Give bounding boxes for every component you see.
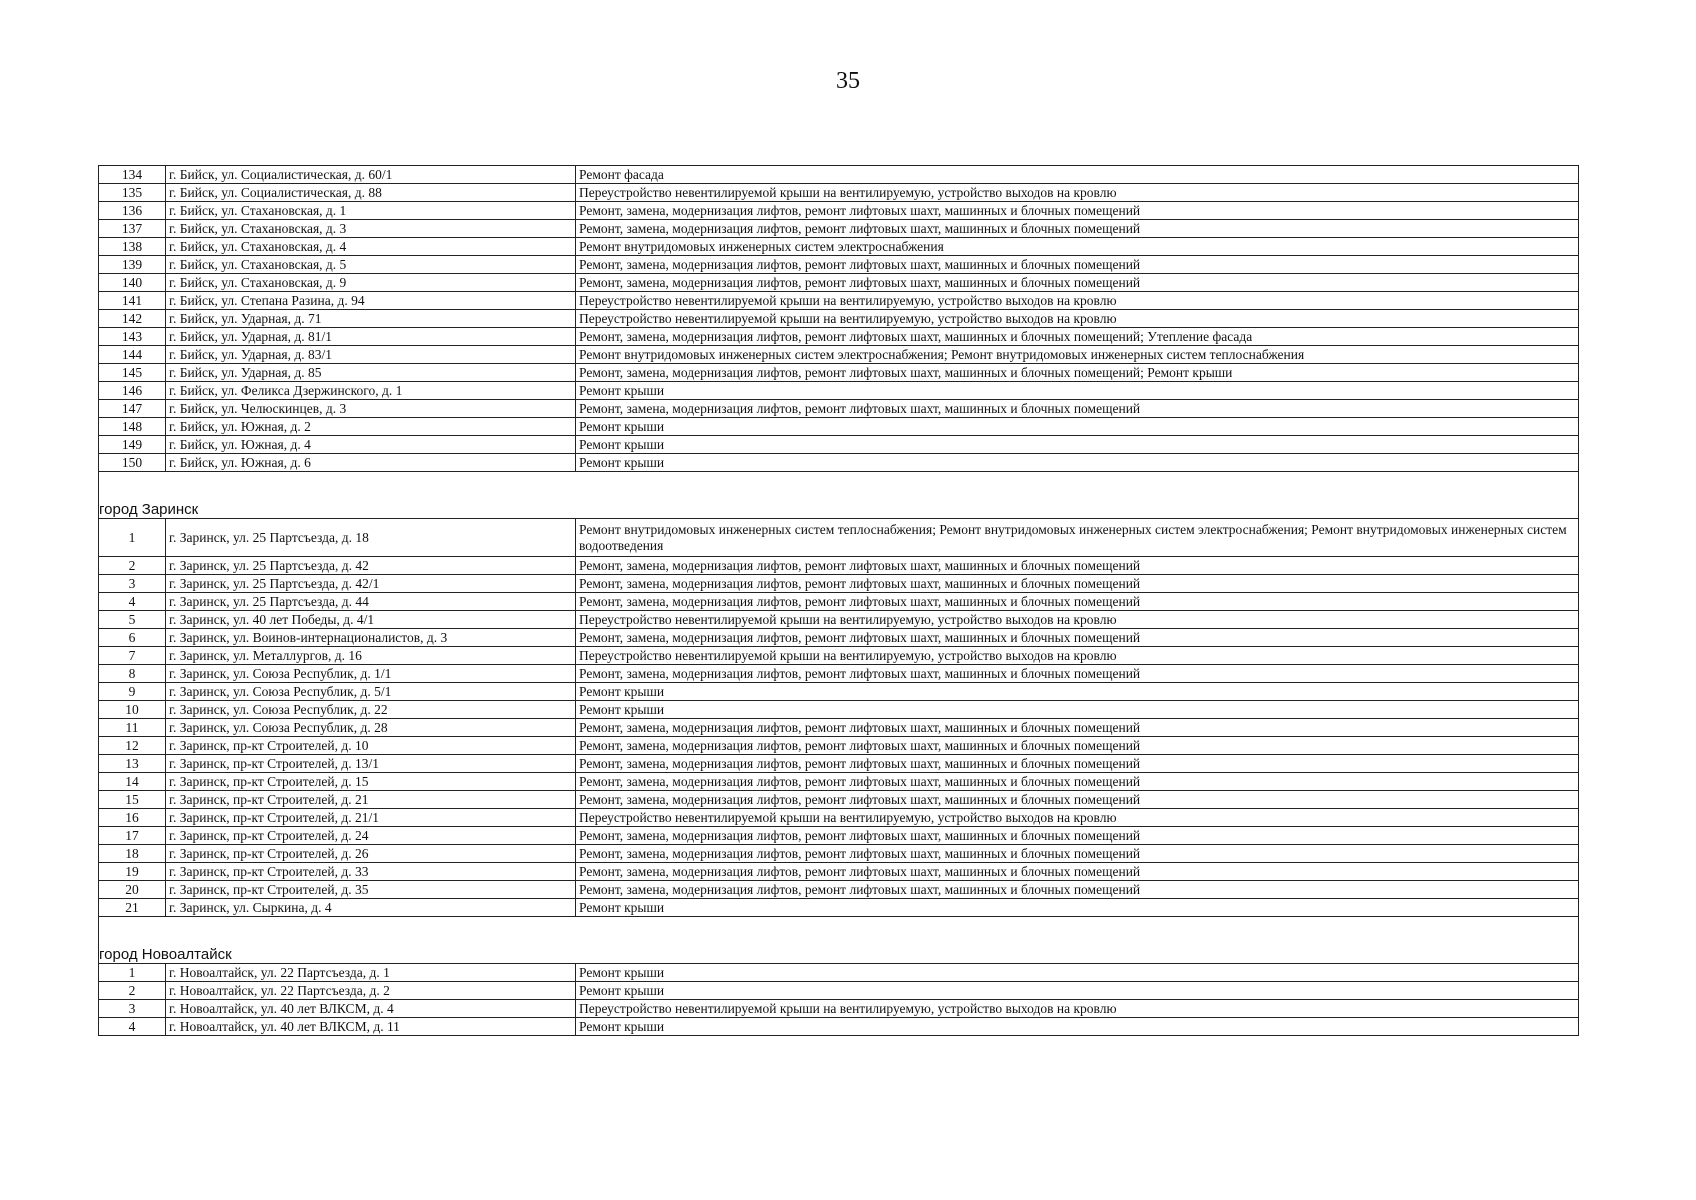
table-row — [99, 1000, 1579, 1018]
table-row — [99, 899, 1579, 917]
row-address: г. Заринск, пр-кт Строителей, д. 24 — [166, 827, 576, 845]
table-row — [99, 346, 1579, 364]
city-header-row — [99, 945, 1579, 964]
row-work-type: Ремонт крыши — [576, 701, 1579, 719]
table-row — [99, 220, 1579, 238]
row-address: г. Новоалтайск, ул. 40 лет ВЛКСМ, д. 11 — [166, 1018, 576, 1036]
row-address: г. Заринск, ул. 25 Партсъезда, д. 18 — [166, 519, 576, 557]
row-number: 11 — [99, 719, 166, 737]
row-work-type: Ремонт, замена, модернизация лифтов, ремонт лифтовых шахт, машинных и блочных помещений — [576, 845, 1579, 863]
table-row — [99, 436, 1579, 454]
row-number: 20 — [99, 881, 166, 899]
table-row — [99, 557, 1579, 575]
row-number: 15 — [99, 791, 166, 809]
repair-plan-table — [98, 165, 1579, 1036]
section-spacer-cell — [99, 917, 1579, 946]
row-work-type: Ремонт, замена, модернизация лифтов, ремонт лифтовых шахт, машинных и блочных помещений — [576, 881, 1579, 899]
section-spacer — [99, 472, 1579, 501]
table-row — [99, 238, 1579, 256]
row-address: г. Заринск, пр-кт Строителей, д. 26 — [166, 845, 576, 863]
row-work-type: Ремонт, замена, модернизация лифтов, ремонт лифтовых шахт, машинных и блочных помещений — [576, 755, 1579, 773]
row-work-type: Ремонт, замена, модернизация лифтов, ремонт лифтовых шахт, машинных и блочных помещений — [576, 400, 1579, 418]
table-row — [99, 310, 1579, 328]
row-address: г. Заринск, ул. 25 Партсъезда, д. 42 — [166, 557, 576, 575]
row-number: 18 — [99, 845, 166, 863]
row-work-type: Ремонт, замена, модернизация лифтов, ремонт лифтовых шахт, машинных и блочных помещений — [576, 256, 1579, 274]
section-spacer-cell — [99, 472, 1579, 501]
table-row — [99, 701, 1579, 719]
row-work-type: Ремонт, замена, модернизация лифтов, ремонт лифтовых шахт, машинных и блочных помещений — [576, 773, 1579, 791]
table-row — [99, 863, 1579, 881]
row-number: 137 — [99, 220, 166, 238]
table-row — [99, 202, 1579, 220]
row-address: г. Бийск, ул. Степана Разина, д. 94 — [166, 292, 576, 310]
row-address: г. Заринск, пр-кт Строителей, д. 35 — [166, 881, 576, 899]
table-row — [99, 791, 1579, 809]
row-address: г. Бийск, ул. Ударная, д. 85 — [166, 364, 576, 382]
row-address: г. Бийск, ул. Феликса Дзержинского, д. 1 — [166, 382, 576, 400]
table-row — [99, 611, 1579, 629]
row-number: 146 — [99, 382, 166, 400]
table-row — [99, 683, 1579, 701]
row-work-type: Переустройство невентилируемой крыши на вентилируемую, устройство выходов на кровлю — [576, 1000, 1579, 1018]
table-row — [99, 755, 1579, 773]
row-work-type: Ремонт, замена, модернизация лифтов, ремонт лифтовых шахт, машинных и блочных помещений — [576, 827, 1579, 845]
row-number: 17 — [99, 827, 166, 845]
row-address: г. Заринск, ул. Союза Республик, д. 28 — [166, 719, 576, 737]
row-work-type: Ремонт внутридомовых инженерных систем электроснабжения — [576, 238, 1579, 256]
row-address: г. Заринск, ул. Союза Республик, д. 5/1 — [166, 683, 576, 701]
row-work-type: Переустройство невентилируемой крыши на вентилируемую, устройство выходов на кровлю — [576, 809, 1579, 827]
row-number: 1 — [99, 964, 166, 982]
row-work-type: Ремонт внутридомовых инженерных систем теплоснабжения; Ремонт внутридомовых инженерных систем электроснабжения; Ремонт внутридомовых инженерных систем водоотведения — [576, 519, 1579, 557]
row-address: г. Бийск, ул. Стахановская, д. 5 — [166, 256, 576, 274]
row-number: 145 — [99, 364, 166, 382]
table-row — [99, 382, 1579, 400]
row-number: 7 — [99, 647, 166, 665]
row-address: г. Бийск, ул. Ударная, д. 83/1 — [166, 346, 576, 364]
row-work-type: Ремонт фасада — [576, 166, 1579, 184]
row-number: 2 — [99, 982, 166, 1000]
table-row — [99, 665, 1579, 683]
row-address: г. Бийск, ул. Стахановская, д. 1 — [166, 202, 576, 220]
table-row — [99, 647, 1579, 665]
table-row — [99, 964, 1579, 982]
table-row — [99, 982, 1579, 1000]
row-work-type: Ремонт, замена, модернизация лифтов, ремонт лифтовых шахт, машинных и блочных помещений — [576, 863, 1579, 881]
row-work-type: Переустройство невентилируемой крыши на вентилируемую, устройство выходов на кровлю — [576, 611, 1579, 629]
row-address: г. Заринск, ул. 40 лет Победы, д. 4/1 — [166, 611, 576, 629]
table-row — [99, 418, 1579, 436]
table-row — [99, 809, 1579, 827]
row-address: г. Новоалтайск, ул. 22 Партсъезда, д. 1 — [166, 964, 576, 982]
row-work-type: Ремонт крыши — [576, 1018, 1579, 1036]
row-work-type: Переустройство невентилируемой крыши на вентилируемую, устройство выходов на кровлю — [576, 310, 1579, 328]
table-row — [99, 184, 1579, 202]
row-address: г. Заринск, пр-кт Строителей, д. 13/1 — [166, 755, 576, 773]
row-number: 135 — [99, 184, 166, 202]
row-work-type: Ремонт, замена, модернизация лифтов, ремонт лифтовых шахт, машинных и блочных помещений — [576, 274, 1579, 292]
row-number: 3 — [99, 1000, 166, 1018]
row-address: г. Бийск, ул. Социалистическая, д. 88 — [166, 184, 576, 202]
row-address: г. Заринск, пр-кт Строителей, д. 33 — [166, 863, 576, 881]
row-number: 4 — [99, 1018, 166, 1036]
table-row — [99, 292, 1579, 310]
table-row — [99, 773, 1579, 791]
row-number: 8 — [99, 665, 166, 683]
row-number: 148 — [99, 418, 166, 436]
row-number: 144 — [99, 346, 166, 364]
table-row — [99, 519, 1579, 557]
row-work-type: Ремонт, замена, модернизация лифтов, ремонт лифтовых шахт, машинных и блочных помещений — [576, 557, 1579, 575]
section-spacer — [99, 917, 1579, 946]
row-number: 140 — [99, 274, 166, 292]
row-number: 6 — [99, 629, 166, 647]
row-number: 16 — [99, 809, 166, 827]
row-address: г. Заринск, пр-кт Строителей, д. 21/1 — [166, 809, 576, 827]
table-row — [99, 274, 1579, 292]
row-address: г. Бийск, ул. Стахановская, д. 3 — [166, 220, 576, 238]
table-row — [99, 719, 1579, 737]
row-number: 14 — [99, 773, 166, 791]
row-address: г. Заринск, пр-кт Строителей, д. 15 — [166, 773, 576, 791]
row-work-type: Ремонт крыши — [576, 899, 1579, 917]
row-address: г. Заринск, ул. Союза Республик, д. 1/1 — [166, 665, 576, 683]
row-number: 1 — [99, 519, 166, 557]
row-address: г. Бийск, ул. Южная, д. 2 — [166, 418, 576, 436]
city-header-row — [99, 500, 1579, 519]
table-row — [99, 737, 1579, 755]
row-number: 10 — [99, 701, 166, 719]
row-number: 134 — [99, 166, 166, 184]
row-address: г. Заринск, пр-кт Строителей, д. 21 — [166, 791, 576, 809]
row-number: 147 — [99, 400, 166, 418]
table-row — [99, 454, 1579, 472]
row-work-type: Ремонт крыши — [576, 982, 1579, 1000]
row-number: 136 — [99, 202, 166, 220]
row-address: г. Заринск, ул. Сыркина, д. 4 — [166, 899, 576, 917]
row-number: 138 — [99, 238, 166, 256]
table-body — [99, 166, 1579, 1036]
row-work-type: Ремонт крыши — [576, 454, 1579, 472]
row-number: 142 — [99, 310, 166, 328]
row-work-type: Переустройство невентилируемой крыши на вентилируемую, устройство выходов на кровлю — [576, 292, 1579, 310]
row-address: г. Бийск, ул. Ударная, д. 71 — [166, 310, 576, 328]
row-address: г. Заринск, ул. Воинов-интернационалистов, д. 3 — [166, 629, 576, 647]
row-address: г. Заринск, ул. 25 Партсъезда, д. 42/1 — [166, 575, 576, 593]
row-work-type: Ремонт внутридомовых инженерных систем электроснабжения; Ремонт внутридомовых инженерных систем теплоснабжения — [576, 346, 1579, 364]
row-work-type: Ремонт, замена, модернизация лифтов, ремонт лифтовых шахт, машинных и блочных помещений — [576, 737, 1579, 755]
table-row — [99, 400, 1579, 418]
table-row — [99, 328, 1579, 346]
table-row — [99, 364, 1579, 382]
row-number: 139 — [99, 256, 166, 274]
row-number: 19 — [99, 863, 166, 881]
row-number: 149 — [99, 436, 166, 454]
row-number: 2 — [99, 557, 166, 575]
row-work-type: Ремонт крыши — [576, 683, 1579, 701]
row-address: г. Бийск, ул. Стахановская, д. 9 — [166, 274, 576, 292]
table-row — [99, 881, 1579, 899]
row-address: г. Заринск, ул. 25 Партсъезда, д. 44 — [166, 593, 576, 611]
table-row — [99, 845, 1579, 863]
row-work-type: Ремонт крыши — [576, 436, 1579, 454]
row-number: 4 — [99, 593, 166, 611]
row-address: г. Бийск, ул. Социалистическая, д. 60/1 — [166, 166, 576, 184]
row-work-type: Ремонт, замена, модернизация лифтов, ремонт лифтовых шахт, машинных и блочных помещений; Ремонт крыши — [576, 364, 1579, 382]
row-address: г. Заринск, ул. Металлургов, д. 16 — [166, 647, 576, 665]
table-row — [99, 575, 1579, 593]
row-work-type: Ремонт крыши — [576, 418, 1579, 436]
row-address: г. Бийск, ул. Стахановская, д. 4 — [166, 238, 576, 256]
table-row — [99, 593, 1579, 611]
table-row — [99, 166, 1579, 184]
city-name: город Заринск — [99, 500, 1579, 519]
row-address: г. Бийск, ул. Южная, д. 4 — [166, 436, 576, 454]
row-work-type: Ремонт, замена, модернизация лифтов, ремонт лифтовых шахт, машинных и блочных помещений — [576, 220, 1579, 238]
row-number: 3 — [99, 575, 166, 593]
row-work-type: Ремонт крыши — [576, 964, 1579, 982]
row-work-type: Переустройство невентилируемой крыши на вентилируемую, устройство выходов на кровлю — [576, 647, 1579, 665]
row-number: 143 — [99, 328, 166, 346]
row-number: 9 — [99, 683, 166, 701]
row-address: г. Бийск, ул. Челюскинцев, д. 3 — [166, 400, 576, 418]
table-row — [99, 256, 1579, 274]
city-name: город Новоалтайск — [99, 945, 1579, 964]
row-number: 21 — [99, 899, 166, 917]
row-work-type: Ремонт, замена, модернизация лифтов, ремонт лифтовых шахт, машинных и блочных помещений — [576, 629, 1579, 647]
row-work-type: Ремонт, замена, модернизация лифтов, ремонт лифтовых шахт, машинных и блочных помещений; Утепление фасада — [576, 328, 1579, 346]
row-number: 13 — [99, 755, 166, 773]
row-work-type: Ремонт, замена, модернизация лифтов, ремонт лифтовых шахт, машинных и блочных помещений — [576, 593, 1579, 611]
row-address: г. Заринск, пр-кт Строителей, д. 10 — [166, 737, 576, 755]
row-address: г. Заринск, ул. Союза Республик, д. 22 — [166, 701, 576, 719]
row-number: 141 — [99, 292, 166, 310]
row-number: 150 — [99, 454, 166, 472]
row-work-type: Ремонт, замена, модернизация лифтов, ремонт лифтовых шахт, машинных и блочных помещений — [576, 791, 1579, 809]
row-address: г. Бийск, ул. Южная, д. 6 — [166, 454, 576, 472]
row-work-type: Ремонт крыши — [576, 382, 1579, 400]
row-address: г. Новоалтайск, ул. 40 лет ВЛКСМ, д. 4 — [166, 1000, 576, 1018]
row-work-type: Переустройство невентилируемой крыши на вентилируемую, устройство выходов на кровлю — [576, 184, 1579, 202]
table-row — [99, 1018, 1579, 1036]
row-number: 5 — [99, 611, 166, 629]
row-work-type: Ремонт, замена, модернизация лифтов, ремонт лифтовых шахт, машинных и блочных помещений — [576, 665, 1579, 683]
row-address: г. Новоалтайск, ул. 22 Партсъезда, д. 2 — [166, 982, 576, 1000]
page-number: 35 — [836, 68, 860, 94]
row-work-type: Ремонт, замена, модернизация лифтов, ремонт лифтовых шахт, машинных и блочных помещений — [576, 719, 1579, 737]
table-row — [99, 629, 1579, 647]
row-work-type: Ремонт, замена, модернизация лифтов, ремонт лифтовых шахт, машинных и блочных помещений — [576, 575, 1579, 593]
row-address: г. Бийск, ул. Ударная, д. 81/1 — [166, 328, 576, 346]
row-work-type: Ремонт, замена, модернизация лифтов, ремонт лифтовых шахт, машинных и блочных помещений — [576, 202, 1579, 220]
table-row — [99, 827, 1579, 845]
row-number: 12 — [99, 737, 166, 755]
